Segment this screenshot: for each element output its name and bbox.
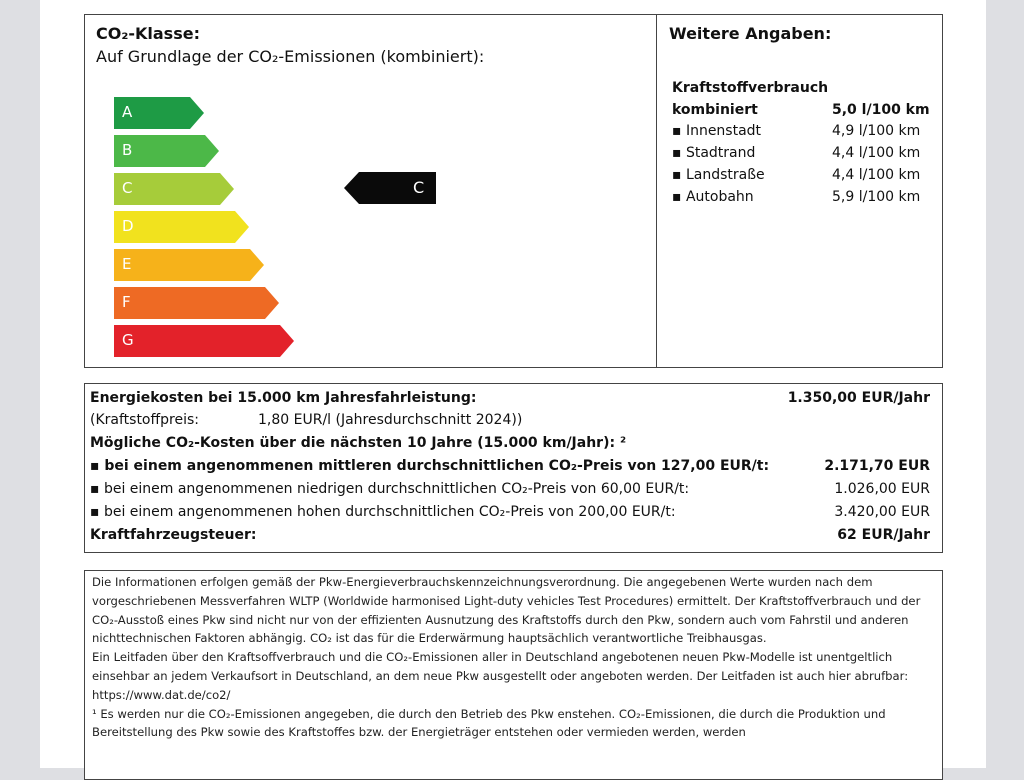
class-bar-e	[114, 249, 264, 279]
class-bar-letter: B	[122, 141, 133, 159]
legal-notice-paragraph-3: ¹ Es werden nur die CO₂-Emissionen angegeben, die durch den Betrieb des Pkw enstehen. CO₂-Emissionen, die durch die Produktion und Bereitstellung des Pkw sowie des Kraftstoffes bzw. der Energieträger entstehen oder vermieden werden, werden	[92, 706, 886, 740]
consumption-combined-label: kombiniert	[672, 102, 758, 118]
fuel-consumption-header: Kraftstoffverbrauch	[672, 80, 829, 96]
consumption-combined-value: 5,0 l/100 km	[832, 102, 930, 118]
additional-info-title: Weitere Angaben:	[669, 24, 832, 43]
class-bar-a	[114, 97, 204, 127]
co2-class-title: CO₂-Klasse:	[96, 24, 200, 43]
consumption-city-value: 4,9 l/100 km	[832, 123, 921, 139]
class-bar-b	[114, 135, 219, 165]
co2-cost-high-label: ▪ bei einem angenommenen hohen durchschnittlichen CO₂-Preis von 200,00 EUR/t:	[90, 504, 676, 520]
consumption-rural-label: ▪ Landstraße	[672, 167, 765, 183]
class-bar-letter: A	[122, 103, 133, 121]
consumption-highway-label: ▪ Autobahn	[672, 189, 754, 205]
class-bar-f	[114, 287, 279, 317]
class-bar-g	[114, 325, 294, 355]
consumption-highway-value: 5,9 l/100 km	[832, 189, 921, 205]
consumption-suburban-value: 4,4 l/100 km	[832, 145, 921, 161]
class-bar-letter: E	[122, 255, 132, 273]
energy-costs-label: Energiekosten bei 15.000 km Jahresfahrleistung:	[90, 390, 477, 406]
class-bar-letter: C	[122, 179, 133, 197]
consumption-rural-value: 4,4 l/100 km	[832, 167, 921, 183]
legal-notice-paragraph-1: Die Informationen erfolgen gemäß der Pkw-Energieverbrauchskennzeichnungsverordnung. Die angegebenen Werte wurden nach dem vorgeschriebenen Messverfahren WLTP (Worldwide harmonised Light-duty vehicles Test Procedures) ermittelt. Der Kraftstoffverbrauch und der CO₂-Ausstoß eines Pkw sind nicht nur von der effizienten Ausnutzung des Kraftstoffs durch den Pkw, sondern auch vom Fahrstil und anderen nichttechnischen Faktoren abhängig. CO₂ ist das für die Erderwärmung hauptsächlich verantwortliche Treibhausgas.	[92, 575, 921, 646]
co2-costs-heading: Mögliche CO₂-Kosten über die nächsten 10 Jahre (15.000 km/Jahr): ²	[90, 435, 627, 451]
legal-notice-text	[92, 573, 937, 742]
class-bar-letter: G	[122, 331, 134, 349]
current-class-letter: C	[413, 178, 425, 197]
fuel-price-value: 1,80 EUR/l (Jahresdurchschnitt 2024))	[258, 412, 523, 428]
vehicle-tax-value: 62 EUR/Jahr	[837, 527, 930, 543]
class-bar-letter: D	[122, 217, 134, 235]
co2-cost-mid-value: 2.171,70 EUR	[824, 458, 930, 474]
legal-notice-paragraph-2: Ein Leitfaden über den Kraftsoffverbrauch und die CO₂-Emissionen aller in Deutschland angebotenen neuen Pkw-Modelle ist unentgeltlich einsehbar an jedem Verkaufsort in Deutschland, an dem neue Pkw ausgestellt oder angeboten werden. Der Leitfaden ist auch hier abrufbar: https://www.dat.de/co2/	[92, 650, 909, 702]
class-bar-shape-e	[114, 249, 264, 281]
class-bar-d	[114, 211, 249, 241]
class-bar-letter: F	[122, 293, 131, 311]
class-bar-shape-d	[114, 211, 249, 243]
energy-costs-value: 1.350,00 EUR/Jahr	[787, 390, 930, 406]
consumption-suburban-label: ▪ Stadtrand	[672, 145, 756, 161]
co2-cost-mid-label: ▪ bei einem angenommenen mittleren durchschnittlichen CO₂-Preis von 127,00 EUR/t:	[90, 458, 770, 474]
current-class-indicator	[344, 172, 436, 208]
class-bar-c	[114, 173, 234, 203]
fuel-price-label: (Kraftstoffpreis:	[90, 412, 199, 428]
co2-cost-low-label: ▪ bei einem angenommenen niedrigen durchschnittlichen CO₂-Preis von 60,00 EUR/t:	[90, 481, 690, 497]
vehicle-tax-label: Kraftfahrzeugsteuer:	[90, 527, 257, 543]
consumption-city-label: ▪ Innenstadt	[672, 123, 762, 139]
class-bar-shape-g	[114, 325, 294, 357]
co2-cost-low-value: 1.026,00 EUR	[834, 481, 930, 497]
co2-class-subtitle: Auf Grundlage der CO₂-Emissionen (kombiniert):	[96, 47, 485, 66]
class-bar-shape-f	[114, 287, 279, 319]
co2-cost-high-value: 3.420,00 EUR	[834, 504, 930, 520]
